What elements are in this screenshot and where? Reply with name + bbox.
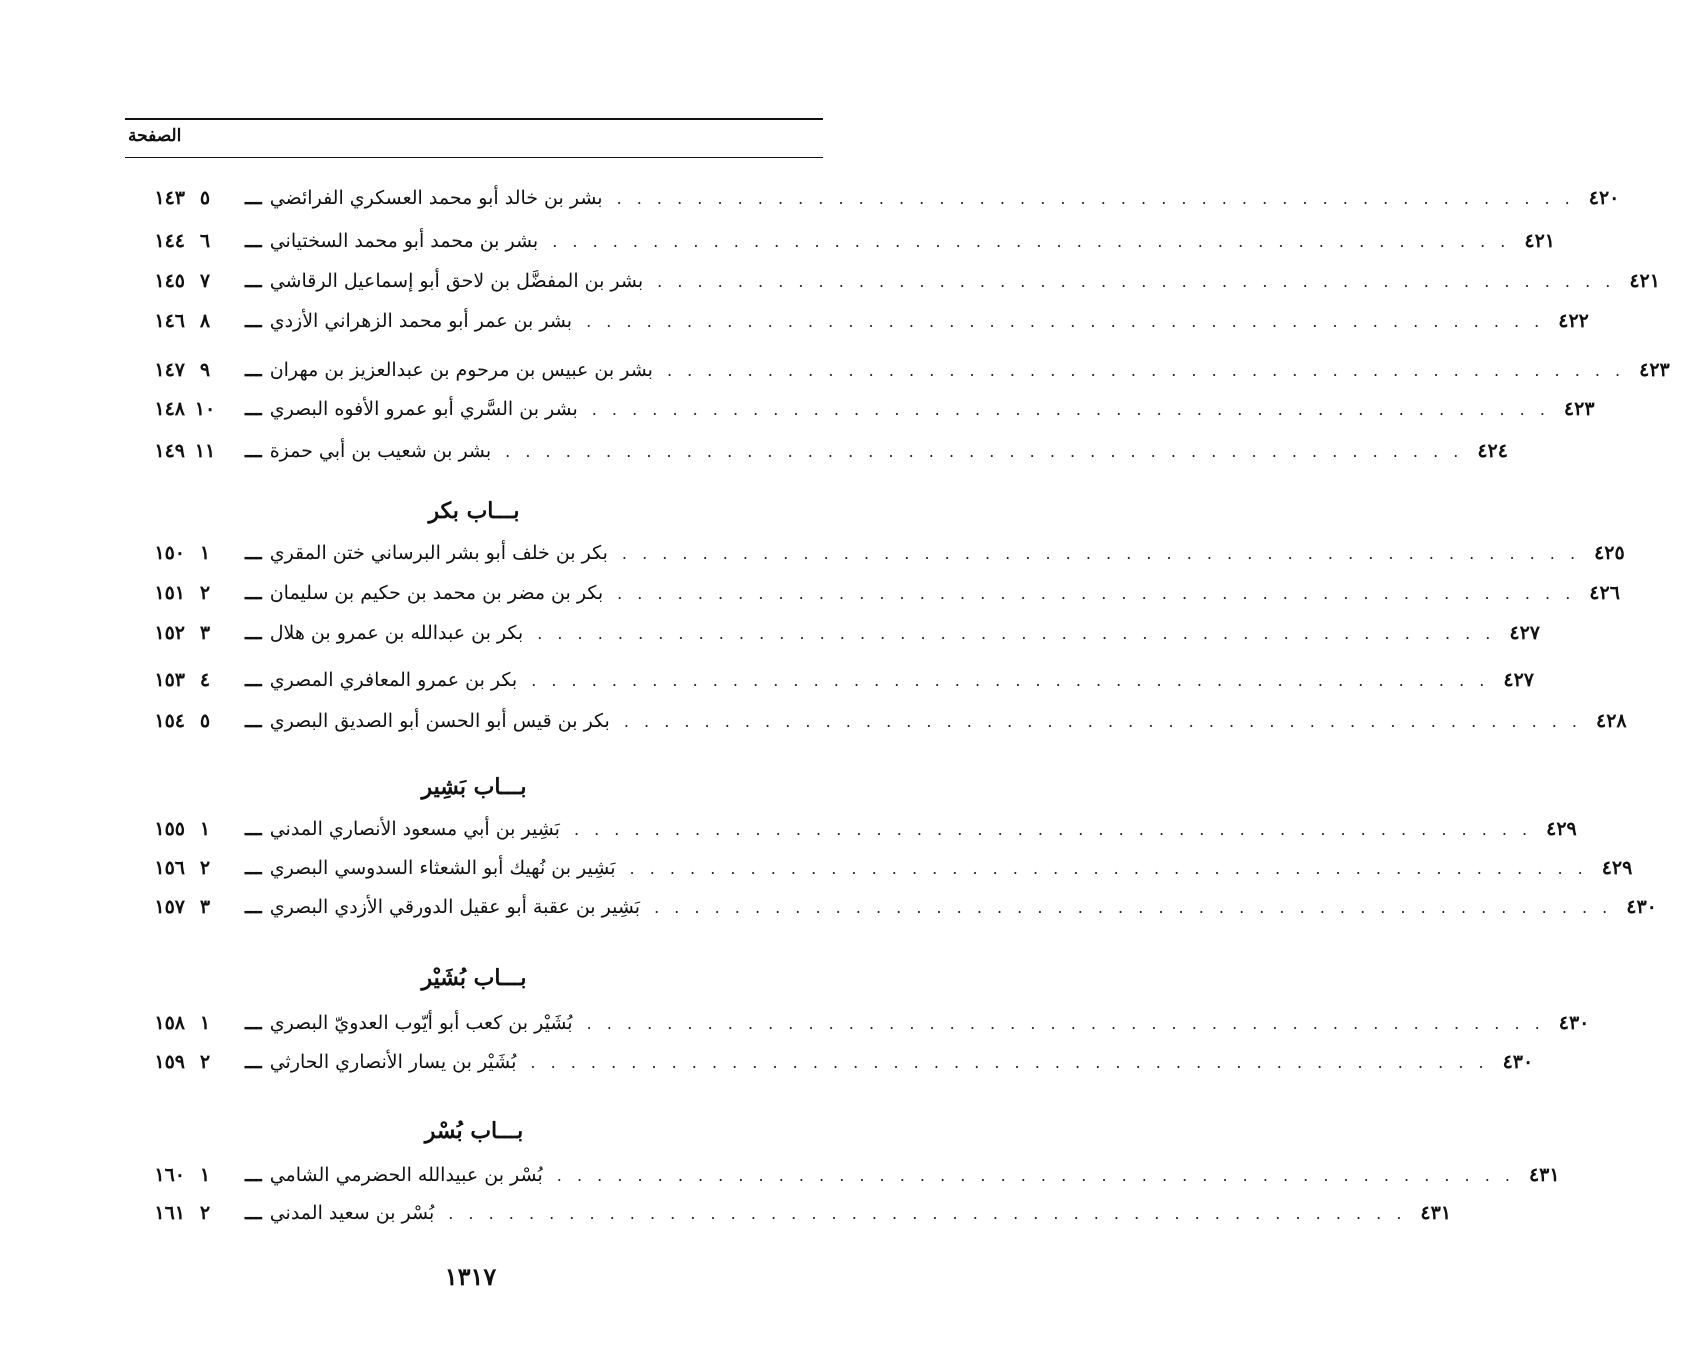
row-seq: ١٥٣	[154, 669, 185, 691]
dot-leader: . . . . . . . . . . . . . . . . . . . . . . . . . . . . . . . . . . . . . . . . . . . . . . . .	[573, 819, 1533, 839]
dash-separator: ـــ	[245, 359, 262, 381]
entry-name: بَشِير بن أبي مسعود الأنصاري المدني	[269, 818, 560, 840]
page-ref: ٤٢٨	[1596, 710, 1627, 732]
row-seq: ١٤٤	[154, 230, 185, 252]
page-ref: ٤٢٩	[1546, 818, 1577, 840]
row-number: ٩	[199, 359, 211, 381]
dot-leader: . . . . . . . . . . . . . . . . . . . . . . . . . . . . . . . . . . . . . . . . . . . . . . . .	[448, 1203, 1407, 1223]
row-seq: ١٤٣	[154, 187, 185, 209]
entry-name: بشر بن عمر أبو محمد الزهراني الأزدي	[269, 310, 573, 332]
entry-name: بُسْر بن سعيد المدني	[269, 1202, 435, 1224]
dash-separator: ـــ	[245, 1202, 262, 1224]
page-ref: ٤٢٧	[1503, 669, 1534, 691]
row-seq: ١٤٦	[154, 310, 185, 332]
dot-leader: . . . . . . . . . . . . . . . . . . . . . . . . . . . . . . . . . . . . . . . . . . . . . . . .	[666, 360, 1626, 380]
index-row	[135, 1158, 1560, 1192]
entry-name: بشر بن شعيب بن أبي حمزة	[269, 440, 492, 462]
entry-name: بشر بن المفضَّل بن لاحق أبو إسماعيل الرقاشي	[269, 270, 644, 292]
row-number: ٥	[199, 710, 211, 732]
index-row	[135, 264, 1660, 298]
dash-separator: ـــ	[245, 1051, 262, 1073]
dot-leader: . . . . . . . . . . . . . . . . . . . . . . . . . . . . . . . . . . . . . . . . . . . . . . . .	[556, 1165, 1515, 1185]
entry-name: بكر بن عبدالله بن عمرو بن هلال	[269, 622, 524, 644]
index-row	[135, 536, 1625, 570]
index-row	[135, 576, 1620, 610]
row-number: ٤	[199, 669, 211, 691]
entry-name: بَشِير بن عقبة أبو عقيل الدورقي الأزدي البصري	[269, 896, 641, 918]
index-row	[135, 1196, 1452, 1230]
dot-leader: . . . . . . . . . . . . . . . . . . . . . . . . . . . . . . . . . . . . . . . . . . . . . . . .	[552, 231, 1511, 251]
dot-leader: . . . . . . . . . . . . . . . . . . . . . . . . . . . . . . . . . . . . . . . . . . . . . . . .	[621, 543, 1581, 563]
row-seq: ١٤٧	[154, 359, 185, 381]
row-seq: ١٥٦	[154, 857, 185, 879]
page-ref: ٤٢٢	[1558, 310, 1589, 332]
dash-separator: ـــ	[245, 398, 262, 420]
index-row	[135, 890, 1657, 924]
row-number: ١	[199, 1164, 211, 1186]
section-heading: بـــاب بكر	[428, 498, 520, 524]
index-row	[135, 1006, 1590, 1040]
page-ref: ٤٣٠	[1626, 896, 1657, 918]
page-ref: ٤٢١	[1524, 230, 1556, 252]
row-seq: ١٥٥	[154, 818, 185, 840]
entry-name: بكر بن عمرو المعافري المصري	[269, 669, 518, 691]
entry-name: بشر بن خالد أبو محمد العسكري الفرائضي	[269, 187, 603, 209]
row-seq: ١٤٨	[154, 398, 185, 420]
page-ref: ٤٢١	[1629, 270, 1660, 292]
row-seq: ١٥٤	[154, 710, 185, 732]
dot-leader: . . . . . . . . . . . . . . . . . . . . . . . . . . . . . . . . . . . . . . . . . . . . . . . .	[531, 670, 1490, 690]
entry-name: بُسْر بن عبيدالله الحضرمي الشامي	[269, 1164, 543, 1186]
dot-leader: . . . . . . . . . . . . . . . . . . . . . . . . . . . . . . . . . . . . . . . . . . . . . . . .	[586, 1013, 1545, 1033]
row-number: ١	[199, 1012, 211, 1034]
row-number: ١	[199, 818, 211, 840]
row-number: ٥	[199, 187, 211, 209]
dot-leader: . . . . . . . . . . . . . . . . . . . . . . . . . . . . . . . . . . . . . . . . . . . . . . . .	[654, 897, 1613, 917]
top-rule	[125, 118, 823, 120]
row-number: ٣	[199, 896, 211, 918]
index-row	[135, 392, 1595, 426]
row-number: ٨	[199, 310, 211, 332]
index-row	[135, 663, 1534, 697]
index-row	[135, 224, 1556, 258]
dash-separator: ـــ	[245, 622, 262, 644]
row-number: ٢	[199, 857, 211, 879]
row-number: ٦	[199, 230, 211, 252]
dot-leader: . . . . . . . . . . . . . . . . . . . . . . . . . . . . . . . . . . . . . . . . . . . . . . . .	[657, 271, 1616, 291]
dot-leader: . . . . . . . . . . . . . . . . . . . . . . . . . . . . . . . . . . . . . . . . . . . . . . . .	[537, 623, 1496, 643]
page-ref: ٤٣٠	[1502, 1051, 1534, 1073]
index-row	[135, 304, 1589, 338]
row-number: ٢	[199, 582, 211, 604]
entry-name: بشر بن السَّري أبو عمرو الأفوه البصري	[269, 398, 578, 420]
page-ref: ٤٢٣	[1639, 359, 1670, 381]
dash-separator: ـــ	[245, 818, 262, 840]
row-seq: ١٥٢	[154, 622, 185, 644]
index-row	[135, 1045, 1534, 1079]
dash-separator: ـــ	[245, 542, 262, 564]
entry-name: بكر بن قيس أبو الحسن أبو الصديق البصري	[269, 710, 610, 732]
entry-name: بُشَيْر بن يسار الأنصاري الحارثي	[269, 1051, 517, 1073]
page-ref: ٤٣١	[1420, 1202, 1452, 1224]
entry-name: بُشَيْر بن كعب أبو أيّوب العدويّ البصري	[269, 1012, 573, 1034]
row-seq: ١٦١	[154, 1202, 185, 1224]
page-ref: ٤٣٠	[1558, 1012, 1590, 1034]
dot-leader: . . . . . . . . . . . . . . . . . . . . . . . . . . . . . . . . . . . . . . . . . . . . . . . .	[591, 399, 1550, 419]
dash-separator: ـــ	[245, 1164, 262, 1186]
page-ref: ٤٢٤	[1477, 440, 1508, 462]
entry-name: بكر بن مضر بن محمد بن حكيم بن سليمان	[269, 582, 604, 604]
page-ref: ٤٢٥	[1594, 542, 1625, 564]
row-number: ٢	[199, 1051, 211, 1073]
row-seq: ١٥١	[154, 582, 185, 604]
entry-name: بَشِير بن نُهيك أبو الشعثاء السدوسي البصري	[269, 857, 616, 879]
row-seq: ١٦٠	[154, 1164, 185, 1186]
index-row	[135, 616, 1540, 650]
row-seq: ١٥٩	[154, 1051, 185, 1073]
dash-separator: ـــ	[245, 440, 262, 462]
page-ref: ٤٢٣	[1563, 398, 1595, 420]
section-heading: بـــاب بُشَيْر	[421, 965, 527, 991]
dot-leader: . . . . . . . . . . . . . . . . . . . . . . . . . . . . . . . . . . . . . . . . . . . . . . . .	[530, 1052, 1489, 1072]
dot-leader: . . . . . . . . . . . . . . . . . . . . . . . . . . . . . . . . . . . . . . . . . . . . . . . .	[629, 858, 1588, 878]
page-ref: ٤٢٧	[1509, 622, 1540, 644]
row-number: ٧	[199, 270, 211, 292]
row-seq: ١٥٧	[154, 896, 185, 918]
index-row	[135, 181, 1620, 215]
index-row	[135, 704, 1627, 738]
section-heading: بـــاب بُسْر	[424, 1118, 524, 1144]
dot-leader: . . . . . . . . . . . . . . . . . . . . . . . . . . . . . . . . . . . . . . . . . . . . . . . .	[616, 188, 1575, 208]
index-row	[135, 353, 1670, 387]
entry-name: بكر بن خلف أبو بشر البرساني ختن المقري	[269, 542, 608, 564]
index-row	[135, 434, 1508, 468]
row-number: ١	[199, 542, 211, 564]
row-number: ١١	[194, 440, 216, 462]
dash-separator: ـــ	[245, 230, 262, 252]
row-seq: ١٤٩	[154, 440, 185, 462]
dot-leader: . . . . . . . . . . . . . . . . . . . . . . . . . . . . . . . . . . . . . . . . . . . . . . . .	[586, 311, 1545, 331]
dot-leader: . . . . . . . . . . . . . . . . . . . . . . . . . . . . . . . . . . . . . . . . . . . . . . . .	[505, 441, 1464, 461]
section-heading: بـــاب بَشِير	[421, 774, 527, 800]
row-number: ٢	[199, 1202, 211, 1224]
row-seq: ١٥٨	[154, 1012, 185, 1034]
dash-separator: ـــ	[245, 187, 262, 209]
entry-name: بشر بن محمد أبو محمد السختياني	[269, 230, 539, 252]
index-row	[135, 851, 1633, 885]
page-ref: ٤٣١	[1528, 1164, 1560, 1186]
dash-separator: ـــ	[245, 857, 262, 879]
dash-separator: ـــ	[245, 582, 262, 604]
row-number: ١٠	[194, 398, 216, 420]
row-seq: ١٥٠	[154, 542, 185, 564]
header-rule	[125, 157, 823, 158]
dash-separator: ـــ	[245, 669, 262, 691]
entry-name: بشر بن عبيس بن مرحوم بن عبدالعزيز بن مهران	[269, 359, 653, 381]
index-row	[135, 812, 1577, 846]
page-number: ١٣١٧	[444, 1262, 497, 1291]
dash-separator: ـــ	[245, 270, 262, 292]
dot-leader: . . . . . . . . . . . . . . . . . . . . . . . . . . . . . . . . . . . . . . . . . . . . . . . .	[623, 711, 1583, 731]
dash-separator: ـــ	[245, 1012, 262, 1034]
page-ref: ٤٢٠	[1588, 187, 1620, 209]
page-ref: ٤٢٦	[1589, 582, 1620, 604]
page-column-label: الصفحة	[128, 126, 182, 146]
dot-leader: . . . . . . . . . . . . . . . . . . . . . . . . . . . . . . . . . . . . . . . . . . . . . . . .	[617, 583, 1576, 603]
row-number: ٣	[199, 622, 211, 644]
page-ref: ٤٢٩	[1601, 857, 1633, 879]
dash-separator: ـــ	[245, 710, 262, 732]
dash-separator: ـــ	[245, 896, 262, 918]
dash-separator: ـــ	[245, 310, 262, 332]
row-seq: ١٤٥	[154, 270, 185, 292]
